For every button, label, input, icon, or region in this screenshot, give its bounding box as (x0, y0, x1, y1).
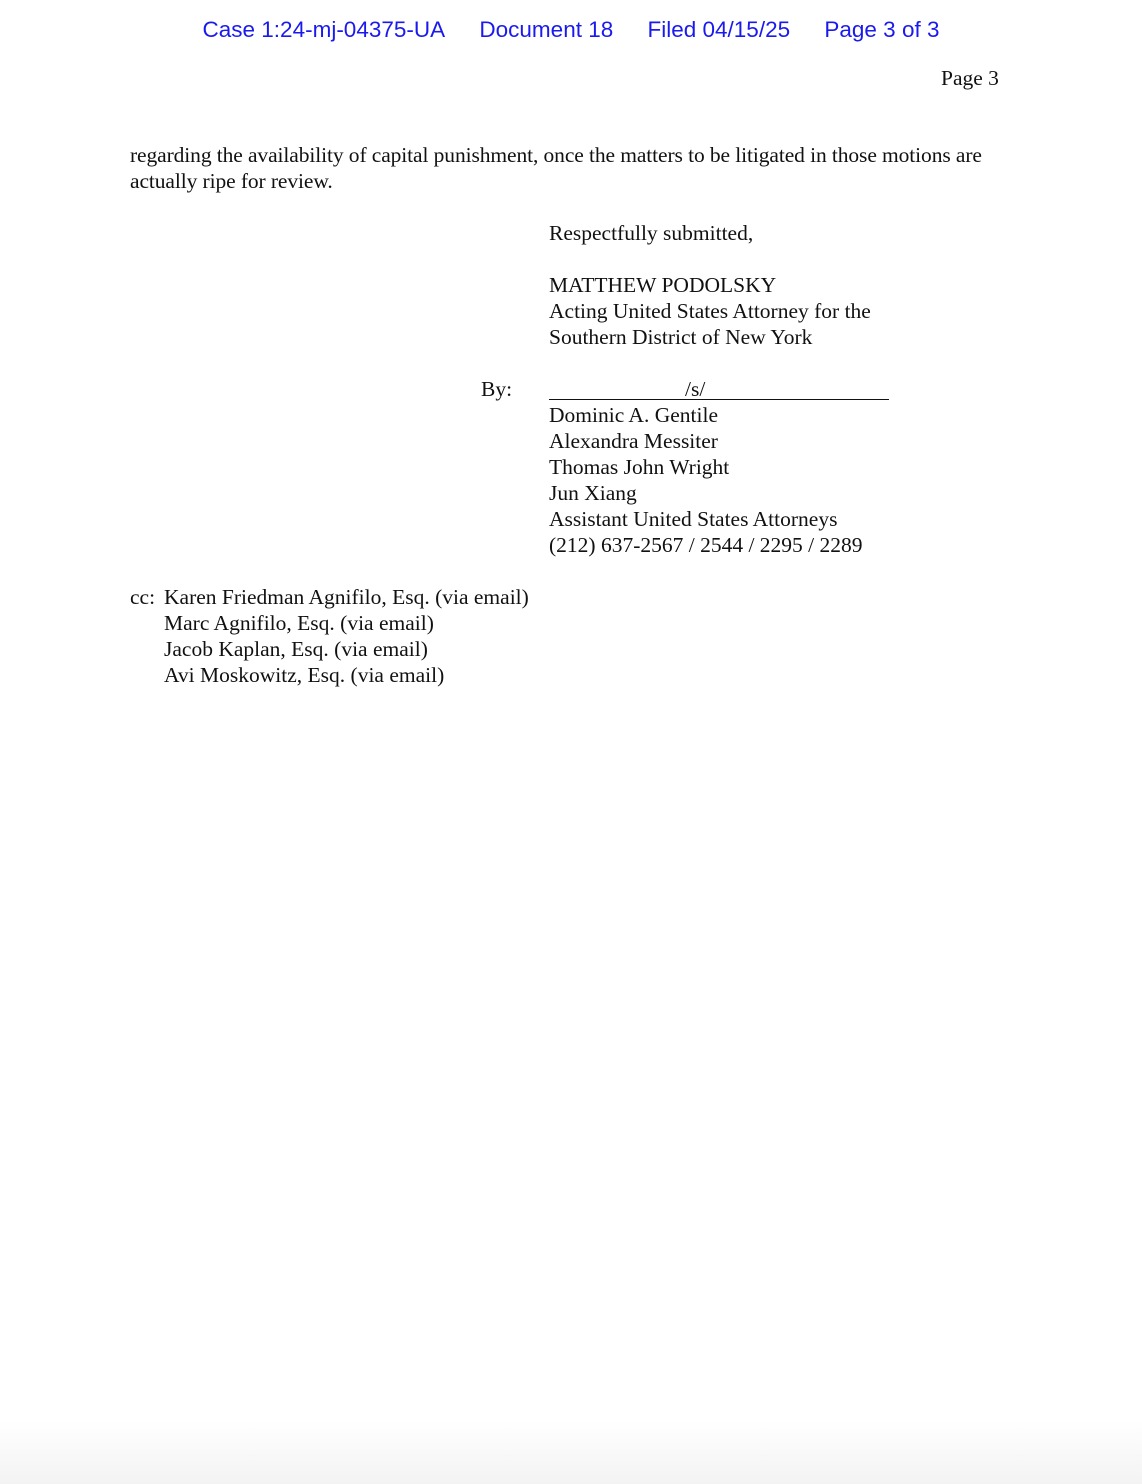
page-count: Page 3 of 3 (824, 17, 940, 42)
cc-recipient-list (164, 584, 529, 688)
cc-recipient: Marc Agnifilo, Esq. (via email) (164, 611, 434, 635)
signature-closing (549, 220, 753, 246)
ecf-filing-header (0, 14, 1142, 46)
by-label: By: (481, 377, 513, 401)
cc-recipient: Avi Moskowitz, Esq. (via email) (164, 663, 445, 687)
signature-line (549, 376, 889, 400)
cc-recipient: Jacob Kaplan, Esq. (via email) (164, 637, 428, 661)
attorney-name: Alexandra Messiter (549, 429, 718, 453)
page-number: Page 3 (941, 66, 999, 90)
attorney-phone: (212) 637-2567 / 2544 / 2295 / 2289 (549, 533, 863, 557)
signature-mark: /s/ (685, 377, 706, 401)
signatory-title-line-1: Acting United States Attorney for the (549, 299, 871, 323)
signatory-title-line-2: Southern District of New York (549, 325, 813, 349)
signatory-block (549, 272, 871, 350)
attorney-name: Jun Xiang (549, 481, 637, 505)
attorney-name: Thomas John Wright (549, 455, 730, 479)
attorney-name: Dominic A. Gentile (549, 403, 718, 427)
body-paragraph: regarding the availability of capital punishment, once the matters to be litigated in those motions are actually ripe for review. (130, 143, 982, 193)
cc-recipient: Karen Friedman Agnifilo, Esq. (via email) (164, 585, 529, 609)
signatory-name: MATTHEW PODOLSKY (549, 273, 777, 297)
document-number: Document 18 (479, 17, 614, 42)
attorney-title: Assistant United States Attorneys (549, 507, 838, 531)
cc-label: cc: (130, 585, 156, 609)
case-number: Case 1:24-mj-04375-UA (202, 17, 446, 42)
closing-text: Respectfully submitted, (549, 221, 754, 245)
attorney-block (549, 402, 863, 558)
filed-date: Filed 04/15/25 (647, 17, 791, 42)
